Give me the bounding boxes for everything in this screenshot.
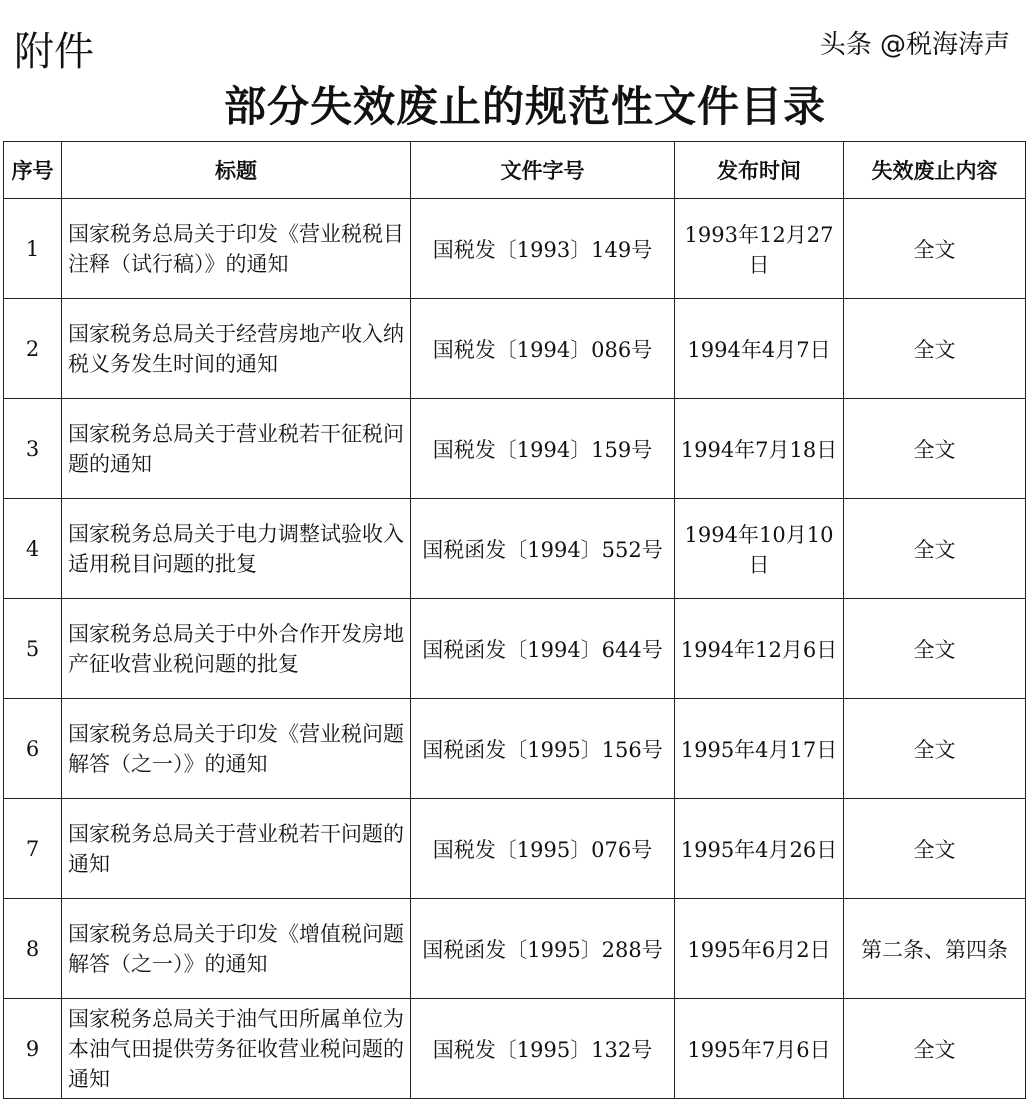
cell-title: 国家税务总局关于中外合作开发房地产征收营业税问题的批复	[62, 599, 411, 699]
table-row	[4, 799, 1026, 899]
cell-content: 全文	[844, 999, 1026, 1099]
cell-doc-number: 国税发〔1995〕076号	[411, 799, 675, 899]
cell-date: 1993年12月27日	[675, 199, 844, 299]
cell-no: 8	[4, 899, 62, 999]
cell-content: 全文	[844, 199, 1026, 299]
cell-doc-number: 国税发〔1995〕132号	[411, 999, 675, 1099]
cell-no: 7	[4, 799, 62, 899]
cell-content: 全文	[844, 399, 1026, 499]
cell-doc-number: 国税发〔1994〕086号	[411, 299, 675, 399]
table-row	[4, 899, 1026, 999]
cell-no: 2	[4, 299, 62, 399]
cell-content: 全文	[844, 499, 1026, 599]
header-content: 失效废止内容	[844, 142, 1026, 199]
header-doc-number: 文件字号	[411, 142, 675, 199]
cell-no: 3	[4, 399, 62, 499]
cell-date: 1994年7月18日	[675, 399, 844, 499]
table-row	[4, 499, 1026, 599]
cell-date: 1994年10月10日	[675, 499, 844, 599]
cell-doc-number: 国税函发〔1994〕644号	[411, 599, 675, 699]
cell-doc-number: 国税函发〔1994〕552号	[411, 499, 675, 599]
table-row	[4, 399, 1026, 499]
cell-title: 国家税务总局关于油气田所属单位为本油气田提供劳务征收营业税问题的通知	[62, 999, 411, 1099]
document-table	[3, 141, 1026, 1099]
cell-content: 第二条、第四条	[844, 899, 1026, 999]
cell-date: 1995年4月26日	[675, 799, 844, 899]
cell-title: 国家税务总局关于印发《营业税税目注释（试行稿）》的通知	[62, 199, 411, 299]
cell-no: 6	[4, 699, 62, 799]
cell-date: 1995年4月17日	[675, 699, 844, 799]
cell-content: 全文	[844, 699, 1026, 799]
header-date: 发布时间	[675, 142, 844, 199]
cell-date: 1995年6月2日	[675, 899, 844, 999]
cell-title: 国家税务总局关于营业税若干问题的通知	[62, 799, 411, 899]
cell-doc-number: 国税函发〔1995〕156号	[411, 699, 675, 799]
cell-content: 全文	[844, 599, 1026, 699]
cell-no: 4	[4, 499, 62, 599]
header-no: 序号	[4, 142, 62, 199]
cell-title: 国家税务总局关于营业税若干征税问题的通知	[62, 399, 411, 499]
cell-doc-number: 国税发〔1994〕159号	[411, 399, 675, 499]
cell-doc-number: 国税发〔1993〕149号	[411, 199, 675, 299]
cell-date: 1994年12月6日	[675, 599, 844, 699]
table-header-row	[4, 142, 1026, 199]
document-title: 部分失效废止的规范性文件目录	[223, 82, 826, 131]
table-row	[4, 199, 1026, 299]
cell-date: 1994年4月7日	[675, 299, 844, 399]
table-row	[4, 999, 1026, 1099]
cell-doc-number: 国税函发〔1995〕288号	[411, 899, 675, 999]
cell-no: 1	[4, 199, 62, 299]
cell-no: 5	[4, 599, 62, 699]
cell-title: 国家税务总局关于电力调整试验收入适用税目问题的批复	[62, 499, 411, 599]
attachment-label: 附件	[14, 29, 94, 75]
watermark: 头条 @税海涛声	[819, 30, 1010, 60]
cell-no: 9	[4, 999, 62, 1099]
cell-date: 1995年7月6日	[675, 999, 844, 1099]
cell-title: 国家税务总局关于印发《增值税问题解答（之一）》的通知	[62, 899, 411, 999]
table-row	[4, 299, 1026, 399]
header-title: 标题	[62, 142, 411, 199]
cell-title: 国家税务总局关于印发《营业税问题解答（之一）》的通知	[62, 699, 411, 799]
cell-content: 全文	[844, 299, 1026, 399]
table-row	[4, 599, 1026, 699]
cell-content: 全文	[844, 799, 1026, 899]
table-row	[4, 699, 1026, 799]
cell-title: 国家税务总局关于经营房地产收入纳税义务发生时间的通知	[62, 299, 411, 399]
